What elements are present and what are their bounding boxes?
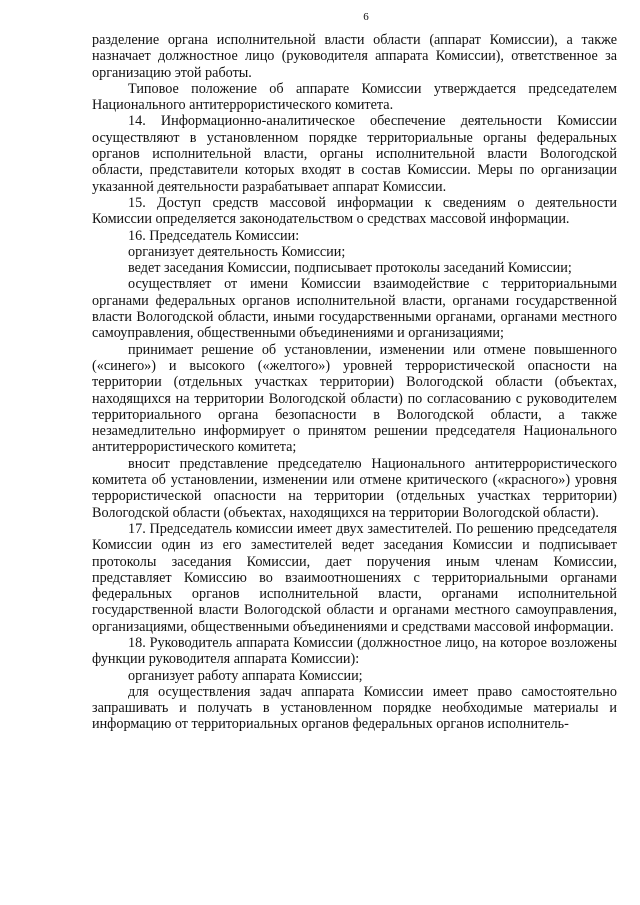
paragraph-item-16-interacts: осуществляет от имени Комиссии взаимодействие с территориальными органами федеральных органов исполнительной власти, органами государственной власти Вологодской области, иными государственными органами, органами местного самоуправления, общественными объединениями и организациями; <box>92 276 617 342</box>
paragraph-item-16-submits: вносит представление председателю Национального антитеррористического комитета об установлении, изменении или отмене критического («красного») уровня террористической опасности на территории (отдельных участках территории) Вологодской области (объектах, находящихся на территории Вологодской области). <box>92 455 617 521</box>
paragraph-item-16-conducts: ведет заседания Комиссии, подписывает протоколы заседаний Комиссии; <box>128 260 572 277</box>
paragraph-item-17: 17. Председатель комиссии имеет двух заместителей. По решению председателя Комиссии один из его заместителей ведет заседания Комиссии и подписывает протоколы заседания Комиссии, дает поручения иным членам Комиссии, представляет Комиссию во взаимоотношениях с территориальными органами федеральных органов исполнительной власти, органами исполнительной государственной власти Вологодской области и органами местного самоуправления, организациями, общественными объединениями и средствами массовой информации. <box>92 520 617 635</box>
paragraph-item-16: 16. Председатель Комиссии: <box>128 227 300 244</box>
paragraph-typical-regulation: Типовое положение об аппарате Комиссии утверждается председателем Национального антитеррористического комитета. <box>92 80 617 114</box>
paragraph-item-18-organizes: организует работу аппарата Комиссии; <box>128 667 363 684</box>
paragraph-item-18-requests: для осуществления задач аппарата Комиссии имеет право самостоятельно запрашивать и получать в установленном порядке необходимые материалы и информацию от территориальных органов федеральных органов исполнитель- <box>92 683 617 733</box>
paragraph-continuation: разделение органа исполнительной власти области (аппарат Комиссии), а также назначает должностное лицо (руководителя аппарата Комиссии), ответственное за организацию этой работы. <box>92 32 617 81</box>
document-body <box>92 32 617 733</box>
page-number: 6 <box>363 11 369 23</box>
paragraph-item-16-organizes: организует деятельность Комиссии; <box>128 243 346 260</box>
paragraph-item-14: 14. Информационно-аналитическое обеспечение деятельности Комиссии осуществляют в установленном порядке территориальные органы федеральных органов исполнительной власти, органы исполнительной власти Вологодской области, представители которых входят в состав Комиссии. Меры по организации указанной деятельности разрабатывает аппарат Комиссии. <box>92 113 617 195</box>
paragraph-item-15: 15. Доступ средств массовой информации к сведениям о деятельности Комиссии определяется законодательством о средствах массовой информации. <box>92 194 617 228</box>
paragraph-item-18: 18. Руководитель аппарата Комиссии (должностное лицо, на которое возложены функции руководителя аппарата Комиссии): <box>92 634 617 668</box>
paragraph-item-16-decides: принимает решение об установлении, изменении или отмене повышенного («синего») и высокого («желтого») уровней террористической опасности на территории (отдельных участках территории) Вологодской области (объектах, находящихся на территории Вологодской области) по согласованию с руководителем территориального органа безопасности в Вологодской области, а также незамедлительно информирует о принятом решении председателя Национального антитеррористического комитета; <box>92 341 617 456</box>
